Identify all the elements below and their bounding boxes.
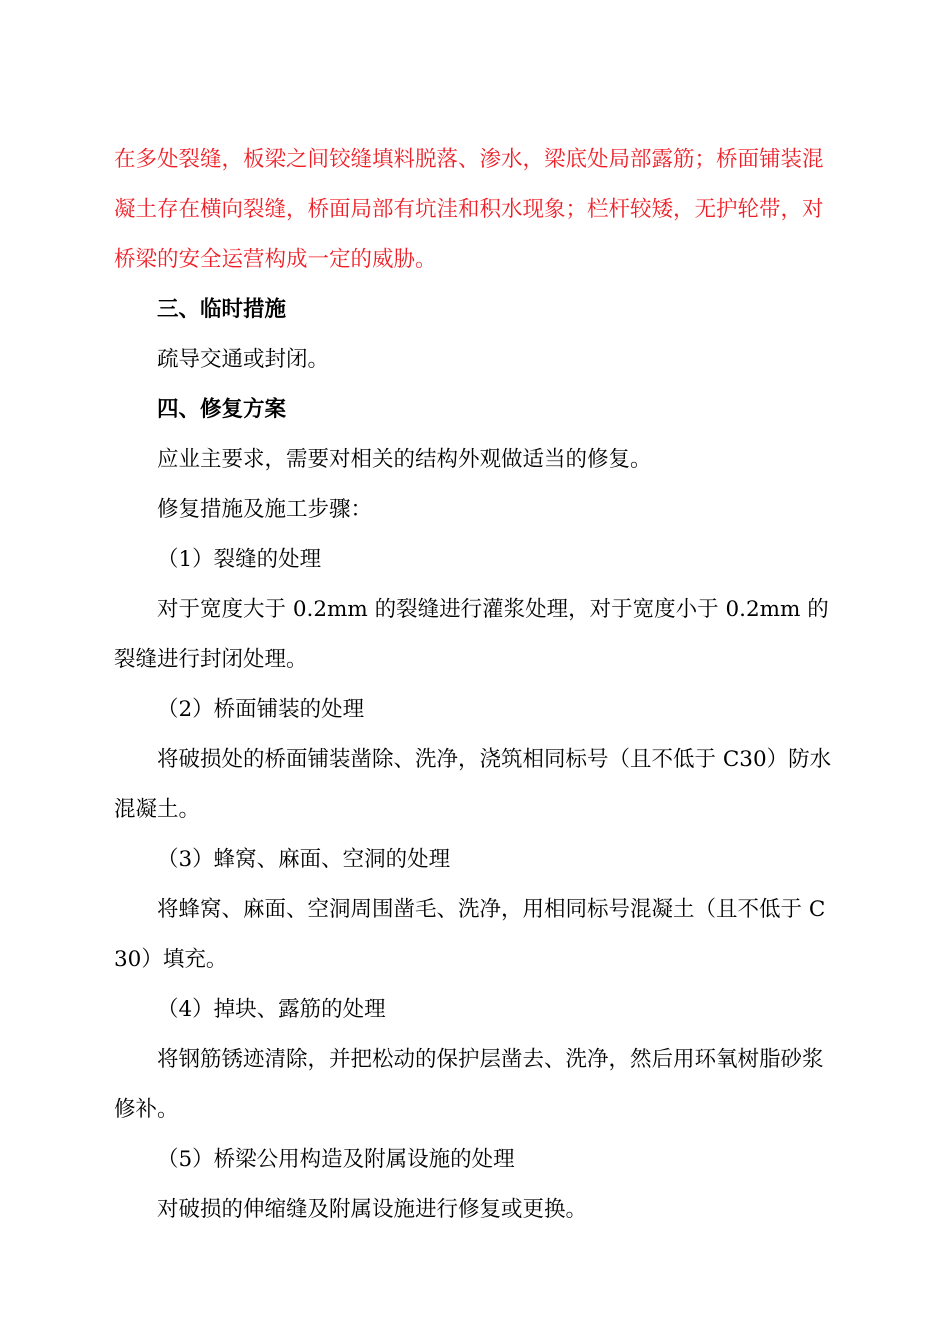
- item-5-title: （5）桥梁公用构造及附属设施的处理: [157, 1147, 515, 1172]
- section-4-intro: 应业主要求，需要对相关的结构外观做适当的修复。: [157, 447, 652, 472]
- item-3-title: （3）蜂窝、麻面、空洞的处理: [157, 847, 451, 872]
- section-3-heading: 三、临时措施: [157, 297, 287, 322]
- section-3-text: 疏导交通或封闭。: [157, 347, 330, 372]
- item-2-text: 将破损处的桥面铺装凿除、洗净，浇筑相同标号（且不低于 C30）防水混凝土。: [114, 747, 832, 822]
- item-2-title: （2）桥面铺装的处理: [157, 697, 365, 722]
- section-4-heading: 四、修复方案: [157, 397, 287, 422]
- item-1-title: （1）裂缝的处理: [157, 547, 322, 572]
- intro-paragraph: 在多处裂缝，板梁之间铰缝填料脱落、渗水，梁底处局部露筋；桥面铺装混凝土存在横向裂缝，桥面局部有坑洼和积水现象；栏杆较矮，无护轮带，对桥梁的安全运营构成一定的威胁。: [114, 147, 824, 272]
- document-page: [114, 135, 838, 1235]
- item-4-text: 将钢筋锈迹清除，并把松动的保护层凿去、洗净，然后用环氧树脂砂浆修补。: [114, 1047, 824, 1122]
- item-4-title: （4）掉块、露筋的处理: [157, 997, 386, 1022]
- item-3-text: 将蜂窝、麻面、空洞周围凿毛、洗净，用相同标号混凝土（且不低于 C30）填充。: [114, 897, 826, 972]
- item-1-text: 对于宽度大于 0.2mm 的裂缝进行灌浆处理，对于宽度小于 0.2mm 的裂缝进行封闭处理。: [114, 597, 829, 672]
- item-5-text: 对破损的伸缩缝及附属设施进行修复或更换。: [157, 1197, 588, 1222]
- section-4-steps-label: 修复措施及施工步骤：: [157, 497, 373, 522]
